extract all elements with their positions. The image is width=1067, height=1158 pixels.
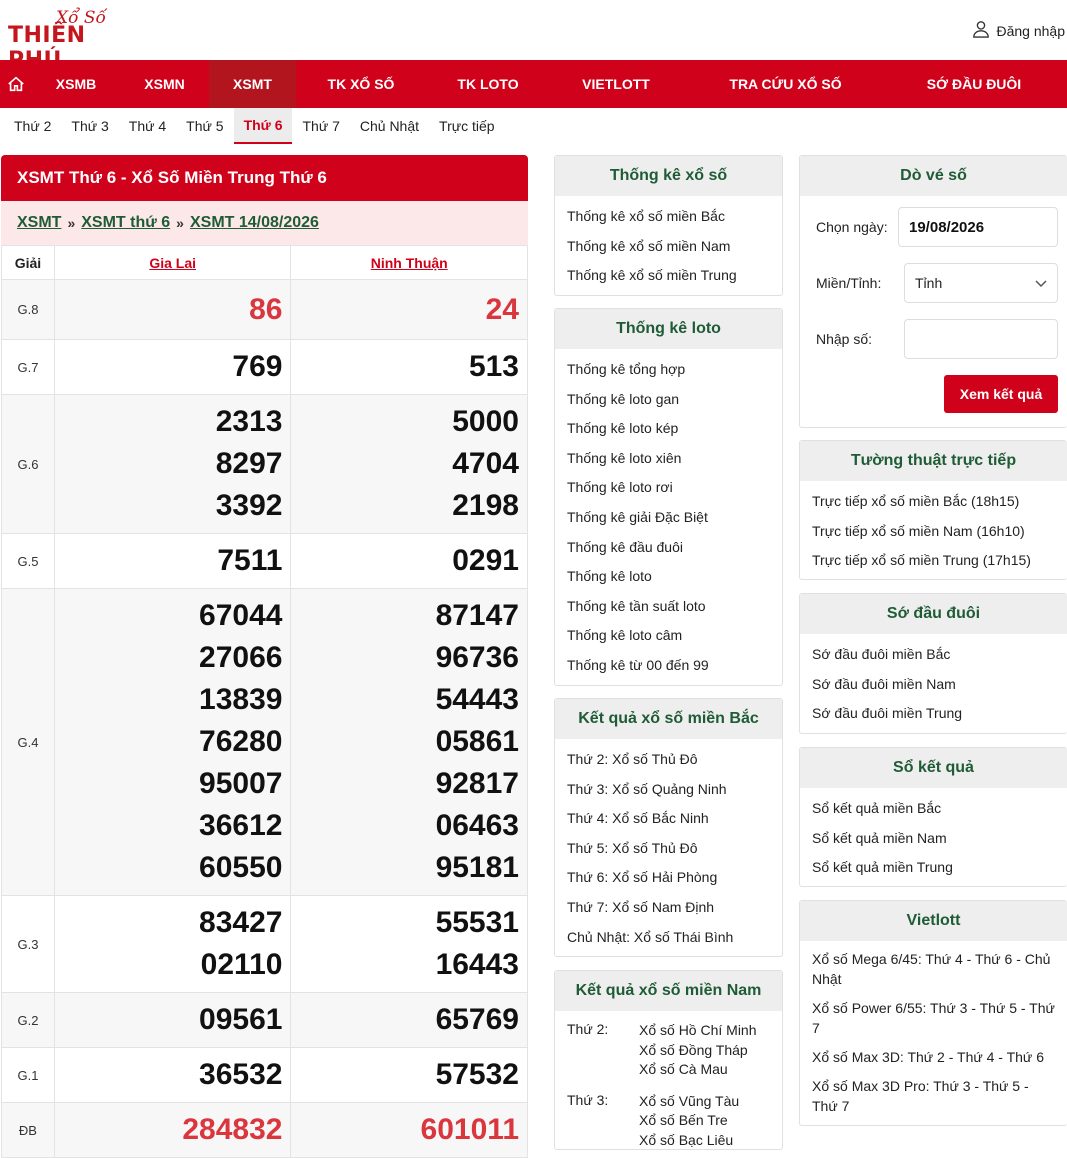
tk-loto-item[interactable]: Thống kê tần suất loto xyxy=(567,597,706,614)
prize-name: G.1 xyxy=(2,1048,55,1103)
prize-number: 2198 xyxy=(452,489,519,522)
tk-xoso-item[interactable]: Thống kê xổ số miền Trung xyxy=(567,267,737,284)
main-nav xyxy=(0,60,1067,108)
prize-number: 05861 xyxy=(435,725,519,758)
prize-numbers xyxy=(54,896,291,993)
breadcrumb-separator: » xyxy=(176,215,184,231)
prize-number: 36532 xyxy=(199,1058,283,1091)
home-icon[interactable] xyxy=(0,60,32,108)
tk-loto-item[interactable]: Thống kê từ 00 đến 99 xyxy=(567,656,709,673)
so-ket-qua-item[interactable]: Sổ kết quả miền Trung xyxy=(812,859,953,876)
kq-mien-nam-link[interactable]: Xổ số Vũng Tàu xyxy=(639,1092,740,1109)
result-box xyxy=(1,155,528,1158)
kq-mien-nam-day: Thứ 2: xyxy=(567,1021,609,1037)
kq-mien-nam-group xyxy=(567,1021,770,1080)
nav-vietlott[interactable]: VIETLOTT xyxy=(582,76,650,92)
kq-mien-nam-group xyxy=(567,1092,770,1151)
tk-xoso-box xyxy=(554,155,783,296)
tuong-thuat-box xyxy=(799,440,1067,580)
prize-number: 513 xyxy=(468,350,519,383)
site-header xyxy=(0,0,1067,60)
prize-number: 0291 xyxy=(452,544,519,577)
nav-xsmn[interactable]: XSMN xyxy=(144,76,185,92)
col-province-gia-lai[interactable]: Gia Lai xyxy=(54,246,291,280)
prize-number: 67044 xyxy=(199,599,283,632)
so-ket-qua-box xyxy=(799,747,1067,887)
tk-loto-item[interactable]: Thống kê loto xiên xyxy=(567,449,682,466)
prize-number: 76280 xyxy=(199,725,283,758)
prize-name: ĐB xyxy=(2,1103,55,1158)
subnav-thu3[interactable]: Thứ 3 xyxy=(71,118,109,134)
subnav-chu-nhat[interactable]: Chủ Nhật xyxy=(359,118,420,134)
so-ket-qua-item[interactable]: Sổ kết quả miền Nam xyxy=(812,829,947,846)
result-table xyxy=(1,245,528,1158)
tuong-thuat-item[interactable]: Trực tiếp xổ số miền Bắc (18h15) xyxy=(812,493,1020,509)
prize-row xyxy=(2,1103,528,1158)
login-label: Đăng nhập xyxy=(996,22,1065,39)
prize-row xyxy=(2,1048,528,1103)
subnav-thu6[interactable]: Thứ 6 xyxy=(234,108,293,144)
prize-numbers xyxy=(54,534,291,589)
prize-number: 13839 xyxy=(199,683,283,716)
prize-number: 87147 xyxy=(435,599,519,632)
prize-number: 83427 xyxy=(199,906,283,939)
prize-number: 2313 xyxy=(215,405,283,438)
tk-xoso-item[interactable]: Thống kê xổ số miền Nam xyxy=(567,237,731,254)
col-prize-header: Giải xyxy=(2,246,55,280)
check-result-button[interactable]: Xem kết quả xyxy=(944,375,1058,413)
tk-loto-item[interactable]: Thống kê loto xyxy=(567,568,652,585)
prize-row xyxy=(2,395,528,534)
prize-number: 02110 xyxy=(200,948,283,981)
tk-loto-box xyxy=(554,308,783,686)
prize-number: 57532 xyxy=(435,1058,519,1091)
subnav-thu5[interactable]: Thứ 5 xyxy=(186,118,224,134)
prize-number: 5000 xyxy=(452,405,519,438)
tuong-thuat-title: Tường thuật trực tiếp xyxy=(800,441,1067,481)
kq-mien-nam-day: Thứ 3: xyxy=(567,1091,609,1108)
kq-mien-bac-item[interactable]: Thứ 7: Xổ số Nam Định xyxy=(567,898,715,915)
tk-xoso-item[interactable]: Thống kê xổ số miền Bắc xyxy=(567,208,725,224)
tk-loto-item[interactable]: Thống kê loto kép xyxy=(567,420,679,437)
nav-tra-cuu[interactable]: TRA CỨU XỔ SỐ xyxy=(729,76,842,92)
kq-mien-nam-link[interactable]: Xổ số Bạc Liêu xyxy=(639,1131,734,1148)
col-province-ninh-thuan[interactable]: Ninh Thuận xyxy=(291,246,528,280)
prize-number: 8297 xyxy=(215,447,283,480)
prize-numbers xyxy=(291,534,528,589)
site-logo[interactable] xyxy=(8,8,143,50)
kq-mien-bac-item[interactable]: Thứ 4: Xổ số Bắc Ninh xyxy=(567,810,709,827)
prize-number: 54443 xyxy=(435,683,519,716)
prize-number: 16443 xyxy=(435,948,519,981)
do-ve-so-box xyxy=(799,155,1067,428)
prize-numbers xyxy=(291,896,528,993)
prize-number: 55531 xyxy=(435,906,519,939)
so-dau-duoi-title: Sớ đầu đuôi xyxy=(800,594,1067,634)
vietlott-title: Vietlott xyxy=(800,901,1067,941)
prize-numbers xyxy=(291,589,528,896)
nav-xsmb[interactable]: XSMB xyxy=(55,76,97,92)
subnav-truc-tiep[interactable]: Trực tiếp xyxy=(439,118,495,134)
prize-number: 284832 xyxy=(182,1113,283,1146)
prize-row xyxy=(2,896,528,993)
tk-loto-item[interactable]: Thống kê đầu đuôi xyxy=(567,538,683,555)
prize-number: 60550 xyxy=(199,851,283,884)
prize-number: 95007 xyxy=(199,767,283,800)
prize-number: 09561 xyxy=(199,1003,283,1036)
region-select[interactable] xyxy=(904,263,1058,303)
prize-numbers xyxy=(291,340,528,395)
kq-mien-bac-item[interactable]: Thứ 5: Xổ số Thủ Đô xyxy=(567,839,698,856)
prize-numbers xyxy=(291,1103,528,1158)
prize-number: 36612 xyxy=(199,809,283,842)
vietlott-item[interactable]: Xổ số Max 3D Pro: Thứ 3 - Thứ 5 - Thứ 7 xyxy=(812,1078,1029,1114)
so-dau-duoi-item[interactable]: Sớ đầu đuôi miền Bắc xyxy=(812,646,951,662)
prize-numbers xyxy=(291,993,528,1048)
kq-mien-bac-title: Kết quả xổ số miền Bắc xyxy=(555,699,782,739)
vietlott-item[interactable]: Xổ số Power 6/55: Thứ 3 - Thứ 5 - Thứ 7 xyxy=(812,1000,1055,1036)
tk-loto-item[interactable]: Thống kê tổng hợp xyxy=(567,361,686,377)
kq-mien-nam-link[interactable]: Xổ số Bến Tre xyxy=(639,1112,728,1128)
chevron-down-icon xyxy=(1035,275,1047,291)
prize-name: G.8 xyxy=(2,280,55,340)
prize-numbers xyxy=(54,993,291,1048)
prize-number: 92817 xyxy=(435,767,519,800)
breadcrumb-separator: » xyxy=(67,215,76,231)
kq-mien-nam-list xyxy=(555,1011,782,1150)
breadcrumb-xsmt-thu6[interactable]: XSMT thứ 6 xyxy=(81,214,171,231)
kq-mien-nam-title: Kết quả xổ số miền Nam xyxy=(555,971,782,1011)
prize-number: 3392 xyxy=(215,489,283,522)
prize-number: 96736 xyxy=(435,641,519,674)
vietlott-box xyxy=(799,900,1067,1126)
nav-tk-loto[interactable]: TK LOTO xyxy=(457,76,519,92)
breadcrumb-date[interactable]: XSMT 14/08/2026 xyxy=(189,214,319,231)
prize-number: 06463 xyxy=(435,809,519,842)
prize-row xyxy=(2,534,528,589)
tk-loto-item[interactable]: Thống kê loto gan xyxy=(567,390,680,407)
prize-number: 27066 xyxy=(199,641,283,674)
so-ket-qua-title: Sổ kết quả xyxy=(800,748,1067,788)
prize-row xyxy=(2,340,528,395)
prize-number: 95181 xyxy=(435,851,519,884)
prize-numbers xyxy=(54,340,291,395)
prize-numbers xyxy=(54,589,291,896)
prize-number: 4704 xyxy=(452,447,519,480)
kq-mien-nam-link[interactable]: Xổ số Đồng Tháp xyxy=(639,1041,748,1058)
tk-loto-item[interactable]: Thống kê loto rơi xyxy=(567,479,673,496)
tuong-thuat-item[interactable]: Trực tiếp xổ số miền Trung (17h15) xyxy=(812,552,1031,569)
prize-numbers xyxy=(54,1048,291,1103)
logo-top-text: Xổ Số xyxy=(56,8,106,28)
prize-row xyxy=(2,993,528,1048)
tk-loto-title: Thống kê loto xyxy=(555,309,782,349)
logo-main-text: THIÊN xyxy=(8,23,86,48)
subnav-thu4[interactable]: Thứ 4 xyxy=(128,118,167,134)
nav-xsmt[interactable]: XSMT xyxy=(209,60,296,108)
number-input[interactable] xyxy=(904,319,1058,359)
kq-mien-nam-link[interactable]: Xổ số Cà Mau xyxy=(639,1061,728,1077)
subnav-thu2[interactable]: Thứ 2 xyxy=(14,118,52,134)
prize-numbers xyxy=(54,280,291,340)
sub-nav xyxy=(0,108,505,144)
date-input[interactable]: 19/08/2026 xyxy=(898,207,1058,247)
so-dau-duoi-item[interactable]: Sớ đầu đuôi miền Trung xyxy=(812,705,963,722)
prize-numbers xyxy=(291,1048,528,1103)
prize-number: 24 xyxy=(485,292,519,326)
so-dau-duoi-item[interactable]: Sớ đầu đuôi miền Nam xyxy=(812,675,956,692)
vietlott-item[interactable]: Xổ số Max 3D: Thứ 2 - Thứ 4 - Thứ 6 xyxy=(812,1049,1044,1065)
prize-numbers xyxy=(54,1103,291,1158)
prize-name: G.6 xyxy=(2,395,55,534)
nav-so-dau-duoi[interactable]: SỚ ĐẦU ĐUÔI xyxy=(926,76,1022,92)
prize-number: 65769 xyxy=(435,1003,519,1036)
so-ket-qua-item[interactable]: Sổ kết quả miền Bắc xyxy=(812,800,942,816)
number-label: Nhập số: xyxy=(816,331,873,347)
region-label: Miền/Tỉnh: xyxy=(816,275,882,291)
kq-mien-bac-item[interactable]: Thứ 3: Xổ số Quảng Ninh xyxy=(567,780,727,797)
prize-row xyxy=(2,280,528,340)
date-label: Chọn ngày: xyxy=(816,219,888,235)
prize-number: 769 xyxy=(232,350,283,383)
prize-numbers xyxy=(54,395,291,534)
user-icon xyxy=(972,20,990,41)
tk-loto-item[interactable]: Thống kê loto câm xyxy=(567,627,683,644)
prize-row xyxy=(2,589,528,896)
login-link[interactable] xyxy=(972,20,1065,41)
prize-name: G.4 xyxy=(2,589,55,896)
kq-mien-nam-link[interactable]: Xổ số Hồ Chí Minh xyxy=(639,1022,757,1038)
do-ve-so-title: Dò vé số xyxy=(800,156,1067,196)
so-dau-duoi-box xyxy=(799,593,1067,734)
nav-tk-xoso[interactable]: TK XỔ SỐ xyxy=(327,76,395,92)
prize-name: G.2 xyxy=(2,993,55,1048)
subnav-thu7[interactable]: Thứ 7 xyxy=(302,118,340,134)
prize-numbers xyxy=(291,395,528,534)
prize-name: G.7 xyxy=(2,340,55,395)
kq-mien-bac-item[interactable]: Thứ 2: Xổ số Thủ Đô xyxy=(567,751,698,767)
kq-mien-nam-box xyxy=(554,970,783,1150)
result-title: XSMT Thứ 6 - Xổ Số Miền Trung Thứ 6 xyxy=(1,155,528,201)
vietlott-item[interactable]: Xổ số Mega 6/45: Thứ 4 - Thứ 6 - Chủ Nhật xyxy=(812,951,1051,987)
prize-number: 601011 xyxy=(420,1113,519,1146)
prize-number: 7511 xyxy=(217,544,283,577)
kq-mien-bac-item[interactable]: Thứ 6: Xổ số Hải Phòng xyxy=(567,869,718,886)
breadcrumb-xsmt[interactable]: XSMT xyxy=(17,214,62,231)
region-select-value: Tỉnh xyxy=(915,275,943,291)
prize-number: 86 xyxy=(249,292,283,326)
tuong-thuat-item[interactable]: Trực tiếp xổ số miền Nam (16h10) xyxy=(812,522,1025,539)
prize-numbers xyxy=(291,280,528,340)
tk-loto-item[interactable]: Thống kê giải Đặc Biệt xyxy=(567,508,708,525)
tk-xoso-title: Thống kê xổ số xyxy=(555,156,782,196)
kq-mien-bac-item[interactable]: Chủ Nhật: Xổ số Thái Bình xyxy=(567,928,734,945)
kq-mien-bac-box xyxy=(554,698,783,957)
prize-name: G.3 xyxy=(2,896,55,993)
prize-name: G.5 xyxy=(2,534,55,589)
breadcrumb xyxy=(1,201,528,245)
